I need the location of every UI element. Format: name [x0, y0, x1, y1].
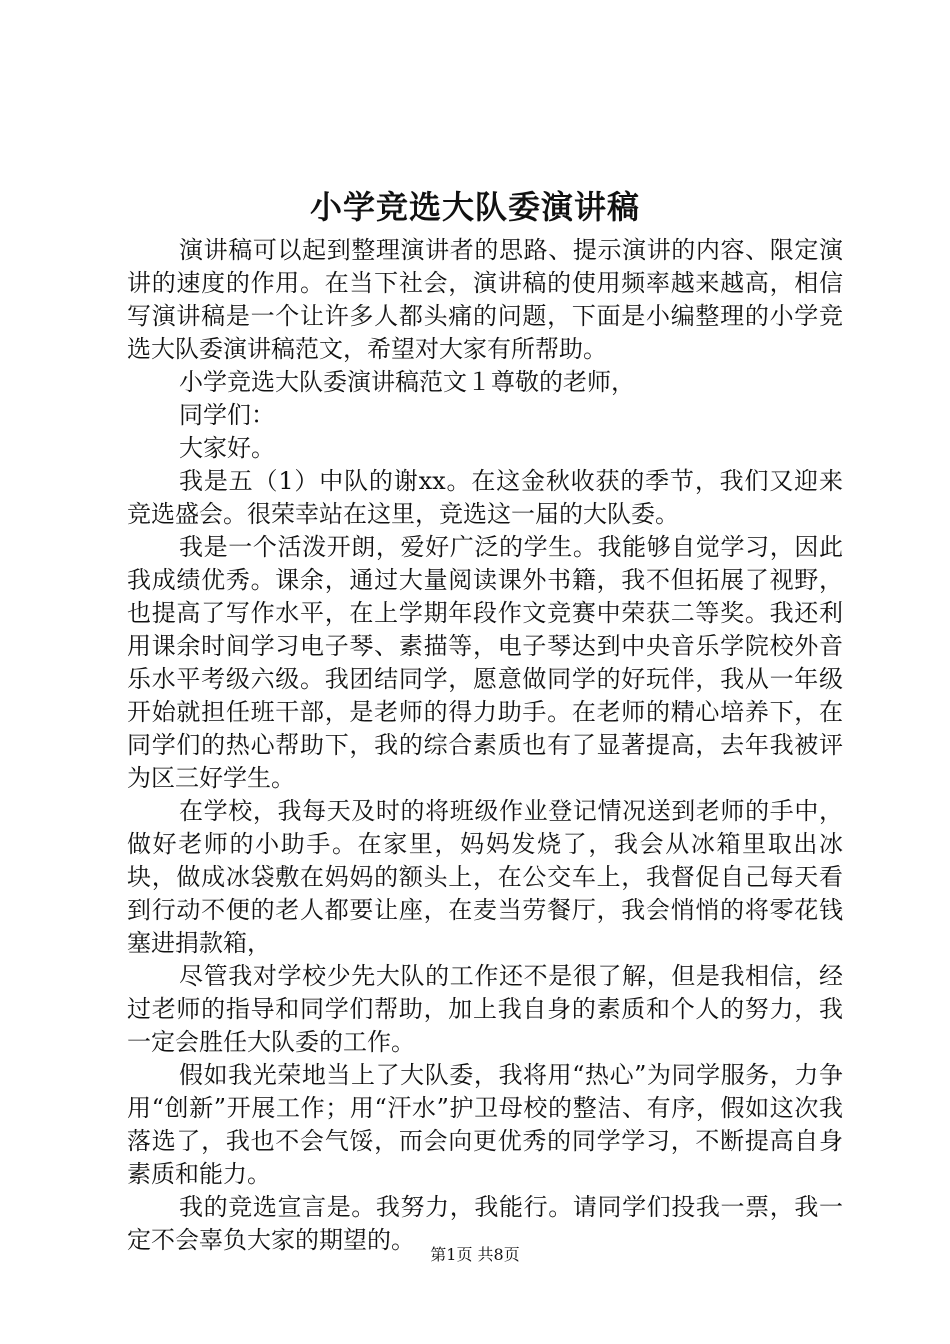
paragraph-salutation-students: 同学们： [179, 401, 275, 429]
page-number-footer: 第1页 共8页 [430, 1245, 520, 1264]
paragraph-school-home: 在学校，我每天及时的将班级作业登记情况送到老师的手中，做好老师的小助手。在家里，妈妈发烧了，我会从冰箱里取出冰块，做成冰袋敷在妈妈的额头上，在公交车上，我督促自己每天看到行动不便的老人都要让座，在麦当劳餐厅，我会悄悄的将零花钱塞进捐款箱， [127, 797, 843, 957]
paragraph-greeting: 大家好。 [179, 434, 275, 462]
document-title: 小学竞选大队委演讲稿 [309, 188, 640, 226]
paragraph-personality: 我是一个活泼开朗，爱好广泛的学生。我能够自觉学习，因此我成绩优秀。课余，通过大量阅读课外书籍，我不但拓展了视野，也提高了写作水平，在上学期年段作文竞赛中荣获二等奖。我还利用课余时间学习电子琴、素描等，电子琴达到中央音乐学院校外音乐水平考级六级。我团结同学，愿意做同学的好玩伴，我从一年级开始就担任班干部，是老师的得力助手。在老师的精心培养下，在同学们的热心帮助下，我的综合素质也有了显著提高，去年我被评为区三好学生。 [127, 533, 843, 792]
paragraph-promise: 假如我光荣地当上了大队委，我将用“热心”为同学服务，力争用“创新”开展工作；用“汗水”护卫母校的整洁、有序，假如这次我落选了，我也不会气馁，而会向更优秀的同学学习，不断提高自身素质和能力。 [127, 1061, 843, 1188]
paragraph-confidence: 尽管我对学校少先大队的工作还不是很了解，但是我相信，经过老师的指导和同学们帮助，加上我自身的素质和个人的努力，我一定会胜任大队委的工作。 [127, 962, 843, 1056]
paragraph-self-intro: 我是五（1）中队的谢xx。在这金秋收获的季节，我们又迎来竞选盛会。很荣幸站在这里，竞选这一届的大队委。 [127, 467, 843, 528]
paragraph-declaration: 我的竞选宣言是。我努力，我能行。请同学们投我一票，我一定不会辜负大家的期望的。 [127, 1193, 843, 1254]
paragraph-intro: 演讲稿可以起到整理演讲者的思路、提示演讲的内容、限定演讲的速度的作用。在当下社会，演讲稿的使用频率越来越高，相信写演讲稿是一个让许多人都头痛的问题，下面是小编整理的小学竞选大队委演讲稿范文，希望对大家有所帮助。 [127, 236, 843, 363]
document-body [127, 234, 843, 1257]
paragraph-salutation-teacher: 小学竞选大队委演讲稿范文１尊敬的老师， [179, 368, 635, 396]
